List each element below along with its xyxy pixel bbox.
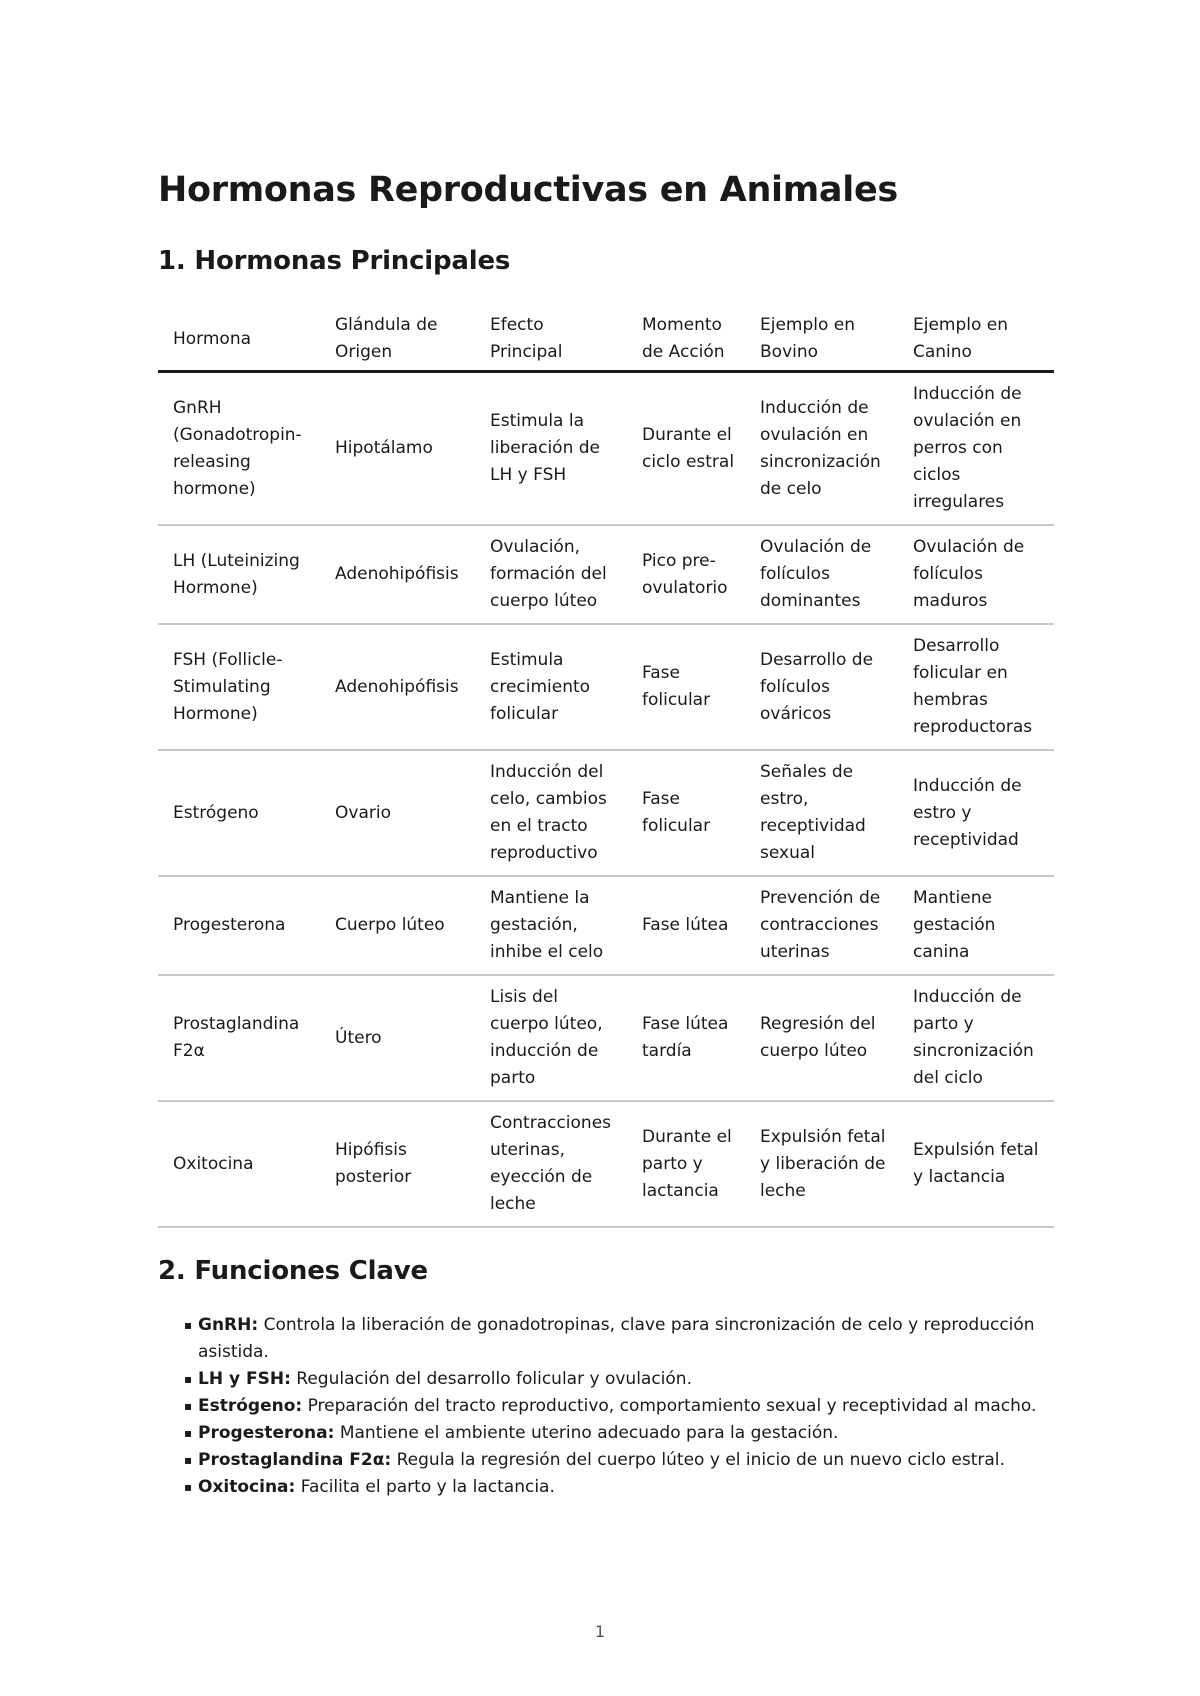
table-cell: Estimula crecimiento folicular (475, 624, 627, 750)
section-heading-hormonas-principales: 1. Hormonas Principales (158, 246, 511, 276)
table-cell: Ovulación, formación del cuerpo lúteo (475, 525, 627, 624)
list-item (198, 1312, 1054, 1366)
list-item-text: Preparación del tracto reproductivo, comportamiento sexual y receptividad al macho. (302, 1396, 1037, 1416)
list-item-text: Regula la regresión del cuerpo lúteo y el inicio de un nuevo ciclo estral. (391, 1450, 1005, 1470)
table-cell: Fase lútea (627, 876, 745, 975)
table-row (158, 372, 1054, 526)
table-cell: Mantiene gestación canina (898, 876, 1054, 975)
column-header: Glándula de Origen (320, 310, 475, 372)
list-item (198, 1366, 1054, 1393)
list-item (198, 1393, 1054, 1420)
column-header: Hormona (158, 310, 320, 372)
list-item-term: Progesterona: (198, 1423, 335, 1443)
table-cell: Pico pre-ovulatorio (627, 525, 745, 624)
table-cell: Inducción de ovulación en sincronización de celo (745, 372, 898, 526)
table-row (158, 624, 1054, 750)
table-cell: Fase folicular (627, 624, 745, 750)
table-cell: Estimula la liberación de LH y FSH (475, 372, 627, 526)
table-row (158, 876, 1054, 975)
table-cell: Expulsión fetal y lactancia (898, 1101, 1054, 1227)
list-item-text: Facilita el parto y la lactancia. (295, 1477, 555, 1497)
list-item-term: LH y FSH: (198, 1369, 291, 1389)
column-header: Ejemplo en Canino (898, 310, 1054, 372)
table-row (158, 1101, 1054, 1227)
section-heading-funciones-clave: 2. Funciones Clave (158, 1256, 428, 1286)
table-cell: Prevención de contracciones uterinas (745, 876, 898, 975)
table-cell: Ovulación de folículos maduros (898, 525, 1054, 624)
document-page (158, 170, 1054, 1501)
column-header: Momento de Acción (627, 310, 745, 372)
table-cell: Fase lútea tardía (627, 975, 745, 1101)
table-cell: LH (Luteinizing Hormone) (158, 525, 320, 624)
table-cell: FSH (Follicle-Stimulating Hormone) (158, 624, 320, 750)
table-cell: Lisis del cuerpo lúteo, inducción de parto (475, 975, 627, 1101)
list-item-text: Mantiene el ambiente uterino adecuado para la gestación. (334, 1423, 839, 1443)
table-row (158, 525, 1054, 624)
column-header: Efecto Principal (475, 310, 627, 372)
hormones-table (158, 310, 1054, 1228)
table-cell: Fase folicular (627, 750, 745, 876)
table-cell: Contracciones uterinas, eyección de leche (475, 1101, 627, 1227)
table-cell: Durante el parto y lactancia (627, 1101, 745, 1227)
list-item (198, 1420, 1054, 1447)
table-cell: Inducción de estro y receptividad (898, 750, 1054, 876)
table-cell: Señales de estro, receptividad sexual (745, 750, 898, 876)
table-cell: Inducción del celo, cambios en el tracto reproductivo (475, 750, 627, 876)
table-header-row (158, 310, 1054, 372)
list-item-term: GnRH: (198, 1315, 259, 1335)
table-cell: Oxitocina (158, 1101, 320, 1227)
table-cell: Durante el ciclo estral (627, 372, 745, 526)
table-cell: Inducción de ovulación en perros con ciclos irregulares (898, 372, 1054, 526)
table-cell: Hipotálamo (320, 372, 475, 526)
table-cell: GnRH (Gonadotropin-releasing hormone) (158, 372, 320, 526)
key-functions-list (158, 1312, 1054, 1501)
list-item-term: Prostaglandina F2α: (198, 1450, 392, 1470)
list-item-text: Regulación del desarrollo folicular y ovulación. (290, 1369, 692, 1389)
table-cell: Expulsión fetal y liberación de leche (745, 1101, 898, 1227)
list-item (198, 1447, 1054, 1474)
table-cell: Regresión del cuerpo lúteo (745, 975, 898, 1101)
page-number: 1 (594, 1622, 606, 1641)
table-cell: Ovario (320, 750, 475, 876)
table-cell: Mantiene la gestación, inhibe el celo (475, 876, 627, 975)
table-cell: Hipófisis posterior (320, 1101, 475, 1227)
list-item-text: Controla la liberación de gonadotropinas, clave para sincronización de celo y reproducción asistida. (198, 1315, 1035, 1362)
page-title: Hormonas Reproductivas en Animales (158, 170, 898, 210)
table-cell: Inducción de parto y sincronización del ciclo (898, 975, 1054, 1101)
table-cell: Prostaglandina F2α (158, 975, 320, 1101)
table-row (158, 975, 1054, 1101)
list-item-term: Estrógeno: (198, 1396, 303, 1416)
column-header: Ejemplo en Bovino (745, 310, 898, 372)
table-cell: Ovulación de folículos dominantes (745, 525, 898, 624)
table-cell: Adenohipófisis (320, 525, 475, 624)
table-cell: Progesterona (158, 876, 320, 975)
table-cell: Adenohipófisis (320, 624, 475, 750)
table-cell: Cuerpo lúteo (320, 876, 475, 975)
table-cell: Útero (320, 975, 475, 1101)
table-cell: Desarrollo de folículos ováricos (745, 624, 898, 750)
table-row (158, 750, 1054, 876)
list-item (198, 1474, 1054, 1501)
table-cell: Desarrollo folicular en hembras reproductoras (898, 624, 1054, 750)
table-cell: Estrógeno (158, 750, 320, 876)
list-item-term: Oxitocina: (198, 1477, 296, 1497)
